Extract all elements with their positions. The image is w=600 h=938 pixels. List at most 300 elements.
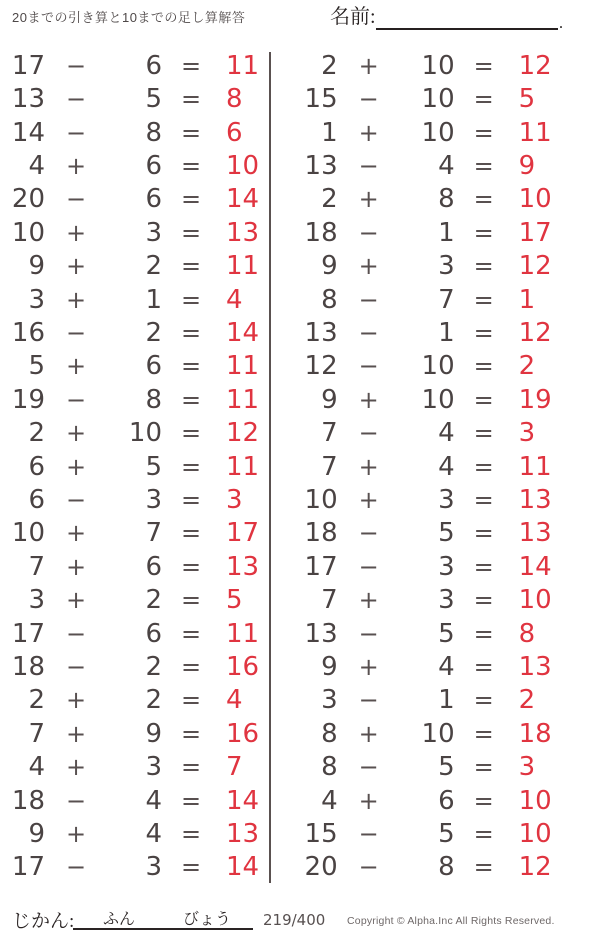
equals-sign: = <box>180 51 202 80</box>
answer: 10 <box>518 184 552 215</box>
problem-row <box>0 584 269 617</box>
problem-row <box>0 183 269 216</box>
operand-1: 18 <box>11 652 45 683</box>
problem-row <box>293 483 600 516</box>
answer: 11 <box>226 384 260 415</box>
answer: 12 <box>226 418 260 449</box>
operand-1: 10 <box>304 484 338 515</box>
answer: 11 <box>226 451 260 482</box>
operator: − <box>65 619 87 648</box>
problem-row <box>293 350 600 383</box>
answer: 14 <box>226 785 260 816</box>
problem-row <box>293 249 600 282</box>
answer: 12 <box>518 852 552 883</box>
operator: − <box>358 85 379 114</box>
operator: − <box>358 519 379 548</box>
equals-sign: = <box>473 252 494 281</box>
operator: + <box>358 185 379 214</box>
operand-1: 9 <box>28 251 45 282</box>
problem-row <box>293 517 600 550</box>
answer: 11 <box>518 451 552 482</box>
answer: 13 <box>518 484 552 515</box>
operator: + <box>358 385 379 414</box>
equals-sign: = <box>180 318 202 347</box>
operator: + <box>358 485 379 514</box>
operator: − <box>358 686 379 715</box>
equals-sign: = <box>180 686 202 715</box>
operand-2: 6 <box>145 184 162 215</box>
operator: − <box>65 118 87 147</box>
operand-1: 4 <box>321 785 338 816</box>
answer: 13 <box>518 652 552 683</box>
problem-row <box>0 350 269 383</box>
answer: 8 <box>518 618 536 649</box>
equals-sign: = <box>180 719 202 748</box>
problem-row <box>293 82 600 115</box>
answer: 12 <box>518 50 552 81</box>
name-label: 名前: <box>330 6 376 28</box>
equals-sign: = <box>473 552 494 581</box>
operand-2: 6 <box>438 785 455 816</box>
operand-2: 3 <box>145 217 162 248</box>
operand-2: 1 <box>438 217 455 248</box>
equals-sign: = <box>180 786 202 815</box>
operator: + <box>65 218 87 247</box>
equals-sign: = <box>180 452 202 481</box>
operator: − <box>65 485 87 514</box>
operator: + <box>65 151 87 180</box>
operator: − <box>358 619 379 648</box>
operand-1: 6 <box>28 451 45 482</box>
problem-row <box>0 617 269 650</box>
equals-sign: = <box>473 85 494 114</box>
operator: − <box>358 853 379 882</box>
operand-2: 9 <box>145 718 162 749</box>
answer: 11 <box>226 351 260 382</box>
operand-1: 5 <box>28 351 45 382</box>
problem-row <box>0 550 269 583</box>
operand-2: 6 <box>145 618 162 649</box>
problem-row <box>0 149 269 182</box>
problem-row <box>293 817 600 850</box>
operand-1: 17 <box>304 551 338 582</box>
equals-sign: = <box>473 719 494 748</box>
operand-2: 4 <box>438 418 455 449</box>
operator: + <box>358 653 379 682</box>
equals-sign: = <box>473 686 494 715</box>
name-blank-line <box>376 5 558 30</box>
operand-2: 10 <box>421 384 455 415</box>
operand-2: 10 <box>421 718 455 749</box>
equals-sign: = <box>473 586 494 615</box>
operand-2: 2 <box>145 685 162 716</box>
operand-1: 16 <box>11 317 45 348</box>
name-line-period: . <box>558 14 564 32</box>
problem-column-right <box>271 49 600 885</box>
minutes-unit-label: ふん <box>103 909 136 929</box>
problem-row <box>293 784 600 817</box>
operand-2: 3 <box>145 752 162 783</box>
equals-sign: = <box>180 653 202 682</box>
answer: 7 <box>226 752 243 783</box>
operand-1: 3 <box>321 685 338 716</box>
operand-2: 2 <box>145 652 162 683</box>
operator: − <box>358 753 379 782</box>
operator: + <box>65 419 87 448</box>
operand-2: 8 <box>438 184 455 215</box>
operand-1: 2 <box>28 685 45 716</box>
problem-row <box>293 617 600 650</box>
operand-1: 7 <box>321 585 338 616</box>
operand-1: 18 <box>304 217 338 248</box>
operand-1: 7 <box>321 451 338 482</box>
operator: + <box>358 118 379 147</box>
answer: 14 <box>226 852 260 883</box>
operator: − <box>358 285 379 314</box>
problem-row <box>293 49 600 82</box>
answer: 10 <box>226 150 260 181</box>
operand-2: 2 <box>145 317 162 348</box>
operand-2: 4 <box>145 785 162 816</box>
equals-sign: = <box>473 385 494 414</box>
operand-2: 8 <box>145 117 162 148</box>
equals-sign: = <box>180 352 202 381</box>
equals-sign: = <box>473 853 494 882</box>
operand-1: 8 <box>321 284 338 315</box>
problem-row <box>0 483 269 516</box>
operand-2: 3 <box>145 852 162 883</box>
operator: − <box>65 853 87 882</box>
operand-2: 4 <box>438 150 455 181</box>
operand-2: 6 <box>145 50 162 81</box>
operator: + <box>65 519 87 548</box>
problem-row <box>0 216 269 249</box>
problem-row <box>0 751 269 784</box>
equals-sign: = <box>473 285 494 314</box>
operand-1: 12 <box>304 351 338 382</box>
problem-row <box>293 717 600 750</box>
problem-row <box>0 82 269 115</box>
answer: 14 <box>226 184 260 215</box>
equals-sign: = <box>473 151 494 180</box>
operator: + <box>65 586 87 615</box>
problem-row <box>293 751 600 784</box>
operand-1: 8 <box>321 718 338 749</box>
operand-2: 5 <box>438 518 455 549</box>
answer: 10 <box>518 819 552 850</box>
operand-2: 5 <box>438 618 455 649</box>
equals-sign: = <box>473 318 494 347</box>
answer: 11 <box>226 50 260 81</box>
operand-2: 1 <box>145 284 162 315</box>
operand-2: 10 <box>421 117 455 148</box>
equals-sign: = <box>180 385 202 414</box>
operand-2: 10 <box>421 351 455 382</box>
operand-1: 13 <box>304 150 338 181</box>
equals-sign: = <box>180 118 202 147</box>
problem-row <box>0 450 269 483</box>
answer: 14 <box>518 551 552 582</box>
operand-2: 3 <box>438 551 455 582</box>
equals-sign: = <box>180 820 202 849</box>
equals-sign: = <box>473 185 494 214</box>
operand-1: 14 <box>11 117 45 148</box>
answer: 2 <box>518 351 536 382</box>
answer: 11 <box>226 251 260 282</box>
operand-1: 9 <box>321 652 338 683</box>
equals-sign: = <box>473 485 494 514</box>
operand-1: 4 <box>28 752 45 783</box>
answer: 17 <box>226 518 260 549</box>
problem-row <box>0 383 269 416</box>
answer: 13 <box>226 551 260 582</box>
operator: + <box>65 452 87 481</box>
operand-2: 4 <box>145 819 162 850</box>
equals-sign: = <box>180 285 202 314</box>
operand-2: 6 <box>145 150 162 181</box>
operand-2: 2 <box>145 251 162 282</box>
answer: 11 <box>518 117 552 148</box>
answer: 3 <box>518 752 536 783</box>
operator: + <box>65 252 87 281</box>
problem-row <box>0 283 269 316</box>
problem-row <box>293 650 600 683</box>
operand-2: 2 <box>145 585 162 616</box>
answer: 3 <box>226 484 243 515</box>
problem-row <box>0 517 269 550</box>
answer: 12 <box>518 317 552 348</box>
answer: 13 <box>226 217 260 248</box>
operand-2: 4 <box>438 652 455 683</box>
answer: 10 <box>518 785 552 816</box>
answer: 10 <box>518 585 552 616</box>
operand-2: 6 <box>145 551 162 582</box>
problem-row <box>293 383 600 416</box>
operand-2: 1 <box>438 317 455 348</box>
answer: 4 <box>226 284 243 315</box>
problem-row <box>293 684 600 717</box>
answer: 16 <box>226 652 260 683</box>
operand-2: 3 <box>438 251 455 282</box>
operator: + <box>65 285 87 314</box>
problem-row <box>293 116 600 149</box>
operand-1: 17 <box>11 50 45 81</box>
operand-1: 13 <box>304 618 338 649</box>
equals-sign: = <box>473 419 494 448</box>
operator: + <box>65 686 87 715</box>
equals-sign: = <box>473 753 494 782</box>
operator: − <box>358 820 379 849</box>
equals-sign: = <box>180 753 202 782</box>
operator: − <box>358 318 379 347</box>
answer: 17 <box>518 217 552 248</box>
operand-2: 1 <box>438 685 455 716</box>
problem-row <box>0 249 269 282</box>
problem-row <box>0 717 269 750</box>
operand-2: 10 <box>421 50 455 81</box>
name-field <box>330 4 563 30</box>
answer: 14 <box>226 317 260 348</box>
operand-1: 9 <box>321 251 338 282</box>
answer: 5 <box>518 84 536 115</box>
equals-sign: = <box>180 485 202 514</box>
equals-sign: = <box>180 586 202 615</box>
operand-2: 10 <box>421 84 455 115</box>
problem-row <box>0 116 269 149</box>
operator: + <box>65 352 87 381</box>
problem-row <box>0 851 269 884</box>
operand-1: 10 <box>11 217 45 248</box>
problem-row <box>293 416 600 449</box>
operator: + <box>358 452 379 481</box>
operand-2: 5 <box>438 819 455 850</box>
operand-2: 5 <box>145 451 162 482</box>
answer: 1 <box>518 284 536 315</box>
operator: − <box>65 185 87 214</box>
operand-1: 17 <box>11 618 45 649</box>
operand-1: 9 <box>321 384 338 415</box>
operator: + <box>358 252 379 281</box>
problem-row <box>293 450 600 483</box>
operand-2: 5 <box>438 752 455 783</box>
operand-2: 6 <box>145 351 162 382</box>
operand-1: 9 <box>28 819 45 850</box>
worksheet-title: 20までの引き算と10までの足し算解答 <box>12 10 246 25</box>
problem-row <box>293 584 600 617</box>
problem-row <box>293 316 600 349</box>
operand-1: 7 <box>321 418 338 449</box>
operator: + <box>65 753 87 782</box>
answer: 3 <box>518 418 536 449</box>
operand-1: 15 <box>304 84 338 115</box>
problem-row <box>0 416 269 449</box>
equals-sign: = <box>180 619 202 648</box>
problem-row <box>0 684 269 717</box>
page-number: 219/400 <box>263 911 326 929</box>
answer: 2 <box>518 685 536 716</box>
answer: 13 <box>226 819 260 850</box>
problem-column-left <box>0 49 269 885</box>
copyright: Copyright © Alpha.Inc All Rights Reserved. <box>347 915 555 927</box>
seconds-unit-label: びょう <box>183 909 232 929</box>
equals-sign: = <box>473 519 494 548</box>
operator: − <box>358 151 379 180</box>
equals-sign: = <box>473 786 494 815</box>
operand-1: 2 <box>28 418 45 449</box>
problem-row <box>0 316 269 349</box>
operand-1: 20 <box>11 184 45 215</box>
operand-1: 8 <box>321 752 338 783</box>
operand-1: 1 <box>321 117 338 148</box>
operand-2: 3 <box>438 585 455 616</box>
answer: 19 <box>518 384 552 415</box>
equals-sign: = <box>180 853 202 882</box>
operator: + <box>65 552 87 581</box>
answer: 18 <box>518 718 552 749</box>
equals-sign: = <box>473 218 494 247</box>
operator: − <box>65 51 87 80</box>
operator: − <box>65 385 87 414</box>
equals-sign: = <box>180 419 202 448</box>
operator: + <box>358 786 379 815</box>
problem-row <box>0 49 269 82</box>
answer: 8 <box>226 84 243 115</box>
problem-row <box>293 216 600 249</box>
answer: 11 <box>226 618 260 649</box>
equals-sign: = <box>473 118 494 147</box>
answer: 6 <box>226 117 243 148</box>
operand-1: 18 <box>11 785 45 816</box>
equals-sign: = <box>180 218 202 247</box>
equals-sign: = <box>473 619 494 648</box>
operand-2: 3 <box>145 484 162 515</box>
equals-sign: = <box>180 519 202 548</box>
operator: − <box>65 85 87 114</box>
operand-1: 15 <box>304 819 338 850</box>
equals-sign: = <box>180 185 202 214</box>
problem-row <box>293 149 600 182</box>
problems-area <box>0 49 600 885</box>
problem-row <box>0 817 269 850</box>
operand-1: 4 <box>28 150 45 181</box>
operator: + <box>358 51 379 80</box>
equals-sign: = <box>180 552 202 581</box>
operand-1: 13 <box>11 84 45 115</box>
operand-1: 17 <box>11 852 45 883</box>
problem-row <box>0 650 269 683</box>
operand-1: 2 <box>321 184 338 215</box>
operator: − <box>65 318 87 347</box>
operand-1: 13 <box>304 317 338 348</box>
time-label: じかん: <box>12 911 75 932</box>
operator: − <box>65 653 87 682</box>
operand-2: 10 <box>128 418 162 449</box>
operand-1: 19 <box>11 384 45 415</box>
operator: − <box>358 552 379 581</box>
problem-row <box>293 183 600 216</box>
operand-2: 4 <box>438 451 455 482</box>
operand-2: 7 <box>145 518 162 549</box>
equals-sign: = <box>473 452 494 481</box>
equals-sign: = <box>180 151 202 180</box>
answer: 9 <box>518 150 536 181</box>
answer: 4 <box>226 685 243 716</box>
equals-sign: = <box>473 820 494 849</box>
equals-sign: = <box>473 352 494 381</box>
operand-1: 7 <box>28 718 45 749</box>
answer: 16 <box>226 718 260 749</box>
operand-2: 8 <box>145 384 162 415</box>
answer: 12 <box>518 251 552 282</box>
operand-1: 20 <box>304 852 338 883</box>
equals-sign: = <box>180 85 202 114</box>
operand-1: 18 <box>304 518 338 549</box>
problem-row <box>293 283 600 316</box>
operand-1: 3 <box>28 284 45 315</box>
operator: + <box>358 719 379 748</box>
operand-2: 7 <box>438 284 455 315</box>
problem-row <box>293 550 600 583</box>
time-blank-line <box>73 904 253 930</box>
answer: 13 <box>518 518 552 549</box>
operand-2: 8 <box>438 852 455 883</box>
operand-1: 2 <box>321 50 338 81</box>
operator: + <box>65 719 87 748</box>
problem-row <box>0 784 269 817</box>
operator: − <box>358 218 379 247</box>
answer: 5 <box>226 585 243 616</box>
operator: + <box>65 820 87 849</box>
